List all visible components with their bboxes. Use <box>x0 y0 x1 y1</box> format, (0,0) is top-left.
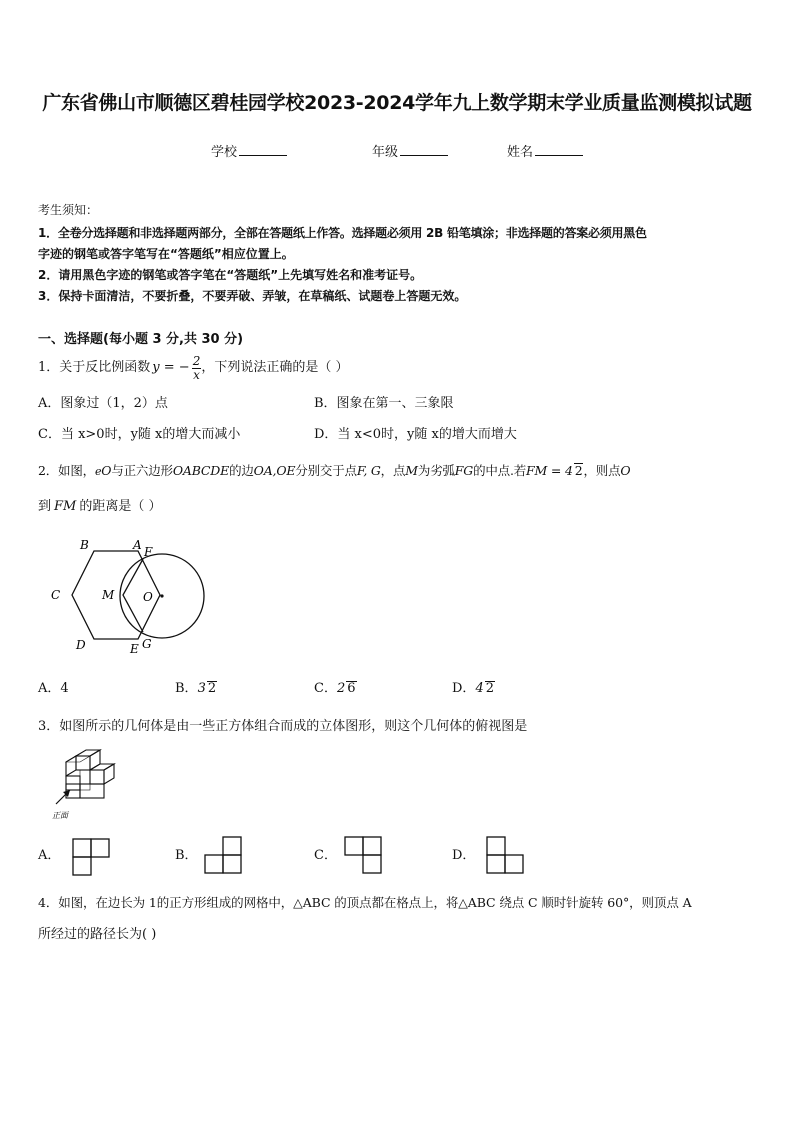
question-4-stem-line-1: 4．如图，在边长为 1的正方形组成的网格中，△ABC 的顶点都在格点上，将△ABC 绕点 C 顺时针旋转 60°，则顶点 A <box>38 895 692 910</box>
question-2-stem-line-2 <box>38 497 162 517</box>
q2-point-o: O <box>101 463 112 478</box>
q2-option-a[interactable]: A．4 <box>38 681 69 696</box>
grade-label: 年级 <box>372 145 399 160</box>
q3-option-c-label[interactable]: C． <box>314 848 337 863</box>
question-1-stem <box>38 350 348 386</box>
q2-option-d-coef: 4 <box>475 681 484 696</box>
front-label: 正面 <box>52 811 68 820</box>
notice-item-1-line-1: 1．全卷分选择题和非选择题两部分，全部在答题纸上作答。选择题必须用 2B 铅笔填涂；非选择题的答案必须用黑色 <box>38 226 647 240</box>
notice-item-2: 2．请用黑色字迹的钢笔或答字笔在“答题纸”上先填写姓名和准考证号。 <box>38 268 423 282</box>
q2-part-7: 的中点.若 <box>473 463 527 478</box>
question-4-stem-line-2: 所经过的路径长为( ) <box>38 927 157 942</box>
chord-lines <box>123 559 143 632</box>
q1-option-d[interactable]: D．当 x<0时，y随 x的增大而增大 <box>314 427 517 442</box>
q1-frac-num: 2 <box>192 353 201 368</box>
q2-part-5: ，点 <box>380 463 406 478</box>
q2-option-b-radical: 2 <box>207 681 217 696</box>
q3-option-c-figure[interactable] <box>343 836 385 878</box>
q2-equation-lhs: FM = 4 <box>526 463 573 478</box>
label-a: A <box>133 538 142 552</box>
q1-func-lhs: y = − <box>152 360 190 375</box>
name-blank[interactable] <box>535 143 583 156</box>
q2-line2-b: 的距离是（ ） <box>79 499 162 514</box>
q3-cube-figure <box>48 748 118 822</box>
section-heading: 一、选择题(每小题 3 分,共 30 分) <box>38 332 244 347</box>
q2-option-c-coef: 2 <box>336 681 346 696</box>
label-g: G <box>142 637 152 651</box>
q3-option-a-figure[interactable] <box>72 838 112 878</box>
q2-hexagon-circle-figure <box>40 535 220 655</box>
school-field <box>211 141 287 160</box>
center-dot <box>160 594 163 597</box>
question-3-stem: 3．如图所示的几何体是由一些正方体组合而成的立体图形，则这个几何体的俯视图是 <box>38 719 528 734</box>
name-label: 姓名 <box>507 145 534 160</box>
q2-hexagon-name: OABCDE <box>172 463 230 478</box>
q2-part-6: 为劣弧 <box>417 463 455 478</box>
q2-edges: OA,OE <box>253 463 296 478</box>
q2-part-4: 分别交于点 <box>295 463 357 478</box>
q2-option-d[interactable] <box>452 679 495 699</box>
q2-option-c-radical: 6 <box>347 681 356 696</box>
question-2-stem-line-1 <box>38 461 630 482</box>
notice-heading: 考生须知： <box>38 203 99 217</box>
label-f: F <box>144 545 153 559</box>
q2-option-d-prefix: D． <box>452 681 476 696</box>
q3-option-b-figure[interactable] <box>203 836 245 878</box>
q1-option-b[interactable]: B．图象在第一、三象限 <box>314 396 454 411</box>
grade-blank[interactable] <box>400 143 448 156</box>
q2-part-2: 与正六边形 <box>111 463 173 478</box>
q1-option-c[interactable]: C．当 x>0时，y随 x的增大而减小 <box>38 427 241 442</box>
q2-part-3: 的边 <box>229 463 254 478</box>
grade-field <box>372 141 448 160</box>
q2-option-d-radical: 2 <box>485 681 494 696</box>
q3-option-b-label[interactable]: B． <box>175 848 198 863</box>
label-m: M <box>102 588 115 602</box>
label-d: D <box>76 638 86 652</box>
q2-option-b[interactable] <box>175 679 217 699</box>
q2-arc-fg: FG <box>454 463 474 478</box>
q2-line2-a: 到 <box>38 499 52 514</box>
label-e: E <box>130 642 139 655</box>
notice-item-3: 3．保持卡面清洁，不要折叠，不要弄破、弄皱，在草稿纸、试题卷上答题无效。 <box>38 289 467 303</box>
notice-item-1-line-2: 字迹的钢笔或答字笔写在“答题纸”相应位置上。 <box>38 247 294 261</box>
q2-part-8: ，则点 <box>583 463 621 478</box>
q2-segment-fm: FM <box>54 499 77 514</box>
school-label: 学校 <box>211 145 238 160</box>
label-c: C <box>51 588 61 602</box>
q2-point-m: M <box>405 463 418 478</box>
label-o: O <box>143 590 153 604</box>
label-b: B <box>80 538 89 552</box>
page-title: 广东省佛山市顺德区碧桂园学校2023-2024学年九上数学期末学业质量监测模拟试题 <box>42 92 752 114</box>
q2-equation-radical: 2 <box>574 463 583 478</box>
q3-option-a-label[interactable]: A． <box>38 848 61 863</box>
q3-option-d-label[interactable]: D． <box>452 848 476 863</box>
q2-option-b-prefix: B． <box>175 681 198 696</box>
q1-frac-den: x <box>193 367 200 382</box>
q1-suffix: ，下列说法正确的是（ ） <box>201 360 349 375</box>
q2-option-c[interactable] <box>314 679 357 699</box>
q2-point-o-2: O <box>620 463 631 478</box>
q2-points-fg: F, G <box>356 463 381 478</box>
q2-option-c-prefix: C． <box>314 681 337 696</box>
school-blank[interactable] <box>239 143 287 156</box>
circle-symbol: e <box>94 465 102 478</box>
q2-part-1: 2．如图， <box>38 463 95 478</box>
q3-option-d-figure[interactable] <box>485 836 527 878</box>
q1-option-a[interactable]: A．图象过（1，2）点 <box>38 396 168 411</box>
q1-prefix: 1．关于反比例函数 <box>38 360 151 375</box>
name-field <box>507 141 583 160</box>
q1-fraction <box>192 355 202 382</box>
q2-option-b-coef: 3 <box>197 681 206 696</box>
